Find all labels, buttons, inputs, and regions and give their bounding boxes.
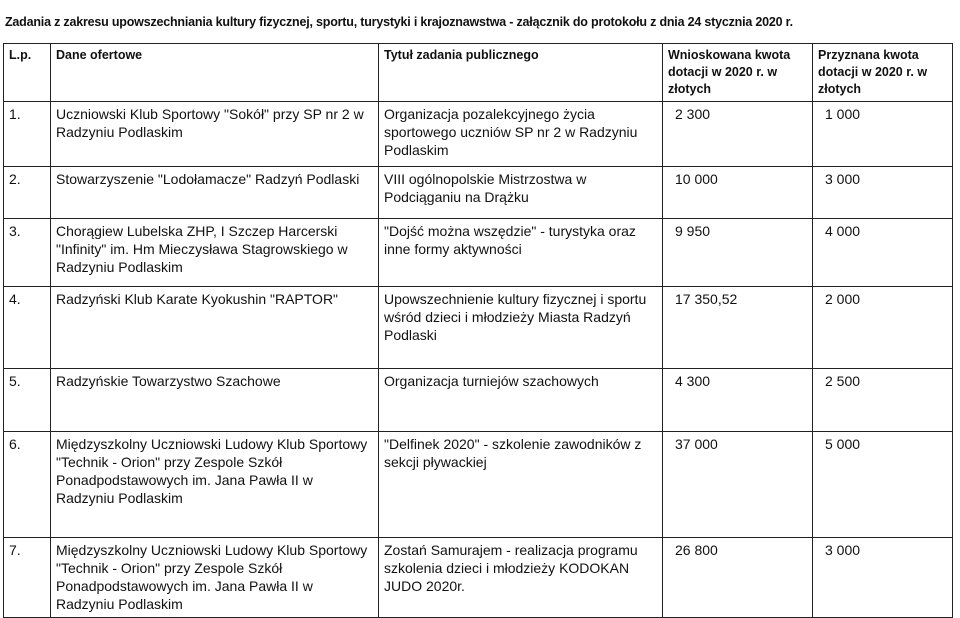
offer-cell: Międzyszkolny Uczniowski Ludowy Klub Sportowy "Technik - Orion" przy Zespole Szkół Ponadpodstawowych im. Jana Pawła II w Radzyniu Podlaskim bbox=[51, 432, 379, 538]
row-number: 1. bbox=[4, 102, 51, 167]
row-number: 3. bbox=[4, 219, 51, 287]
table-row bbox=[4, 219, 953, 287]
table-row bbox=[4, 538, 953, 618]
granted-amount-cell: 3 000 bbox=[813, 538, 953, 618]
granted-amount-cell: 2 500 bbox=[813, 369, 953, 432]
header-task: Tytuł zadania publicznego bbox=[379, 44, 663, 102]
row-number: 2. bbox=[4, 167, 51, 219]
row-number: 4. bbox=[4, 287, 51, 369]
granted-amount-cell: 1 000 bbox=[813, 102, 953, 167]
task-title-cell: Zostań Samurajem - realizacja programu szkolenia dzieci i młodzieży KODOKAN JUDO 2020r. bbox=[379, 538, 663, 618]
header-offer: Dane ofertowe bbox=[51, 44, 379, 102]
table-row bbox=[4, 102, 953, 167]
offer-cell: Stowarzyszenie "Lodołamacze" Radzyń Podlaski bbox=[51, 167, 379, 219]
requested-amount-cell: 10 000 bbox=[663, 167, 813, 219]
header-requested: Wnioskowana kwota dotacji w 2020 r. w złotych bbox=[663, 44, 813, 102]
offer-cell: Radzyńskie Towarzystwo Szachowe bbox=[51, 369, 379, 432]
granted-amount-cell: 5 000 bbox=[813, 432, 953, 538]
requested-amount-cell: 26 800 bbox=[663, 538, 813, 618]
table-row bbox=[4, 432, 953, 538]
table-row bbox=[4, 287, 953, 369]
offer-cell: Radzyński Klub Karate Kyokushin "RAPTOR" bbox=[51, 287, 379, 369]
row-number: 6. bbox=[4, 432, 51, 538]
document-title: Zadania z zakresu upowszechniania kultury fizycznej, sportu, turystyki i krajoznawstwa - załącznik do protokołu z dnia 24 stycznia 2020 r. bbox=[5, 15, 793, 29]
requested-amount-cell: 2 300 bbox=[663, 102, 813, 167]
task-title-cell: Organizacja turniejów szachowych bbox=[379, 369, 663, 432]
offer-cell: Międzyszkolny Uczniowski Ludowy Klub Sportowy "Technik - Orion" przy Zespole Szkół Ponadpodstawowych im. Jana Pawła II w Radzyniu Podlaskim bbox=[51, 538, 379, 618]
row-number: 7. bbox=[4, 538, 51, 618]
grants-table bbox=[3, 43, 953, 618]
header-granted: Przyznana kwota dotacji w 2020 r. w złotych bbox=[813, 44, 953, 102]
requested-amount-cell: 4 300 bbox=[663, 369, 813, 432]
granted-amount-cell: 2 000 bbox=[813, 287, 953, 369]
task-title-cell: Organizacja pozalekcyjnego życia sportowego uczniów SP nr 2 w Radzyniu Podlaskim bbox=[379, 102, 663, 167]
task-title-cell: VIII ogólnopolskie Mistrzostwa w Podciąganiu na Drążku bbox=[379, 167, 663, 219]
granted-amount-cell: 4 000 bbox=[813, 219, 953, 287]
task-title-cell: Upowszechnienie kultury fizycznej i sportu wśród dzieci i młodzieży Miasta Radzyń Podlaski bbox=[379, 287, 663, 369]
header-lp: L.p. bbox=[4, 44, 51, 102]
task-title-cell: "Delfinek 2020" - szkolenie zawodników z sekcji pływackiej bbox=[379, 432, 663, 538]
task-title-cell: "Dojść można wszędzie" - turystyka oraz inne formy aktywności bbox=[379, 219, 663, 287]
requested-amount-cell: 37 000 bbox=[663, 432, 813, 538]
granted-amount-cell: 3 000 bbox=[813, 167, 953, 219]
table-header-row bbox=[4, 44, 953, 102]
row-number: 5. bbox=[4, 369, 51, 432]
table-row bbox=[4, 167, 953, 219]
offer-cell: Chorągiew Lubelska ZHP, I Szczep Harcerski "Infinity" im. Hm Mieczysława Stagrowskiego w Radzyniu Podlaskim bbox=[51, 219, 379, 287]
requested-amount-cell: 9 950 bbox=[663, 219, 813, 287]
offer-cell: Uczniowski Klub Sportowy "Sokół" przy SP nr 2 w Radzyniu Podlaskim bbox=[51, 102, 379, 167]
requested-amount-cell: 17 350,52 bbox=[663, 287, 813, 369]
table-row bbox=[4, 369, 953, 432]
